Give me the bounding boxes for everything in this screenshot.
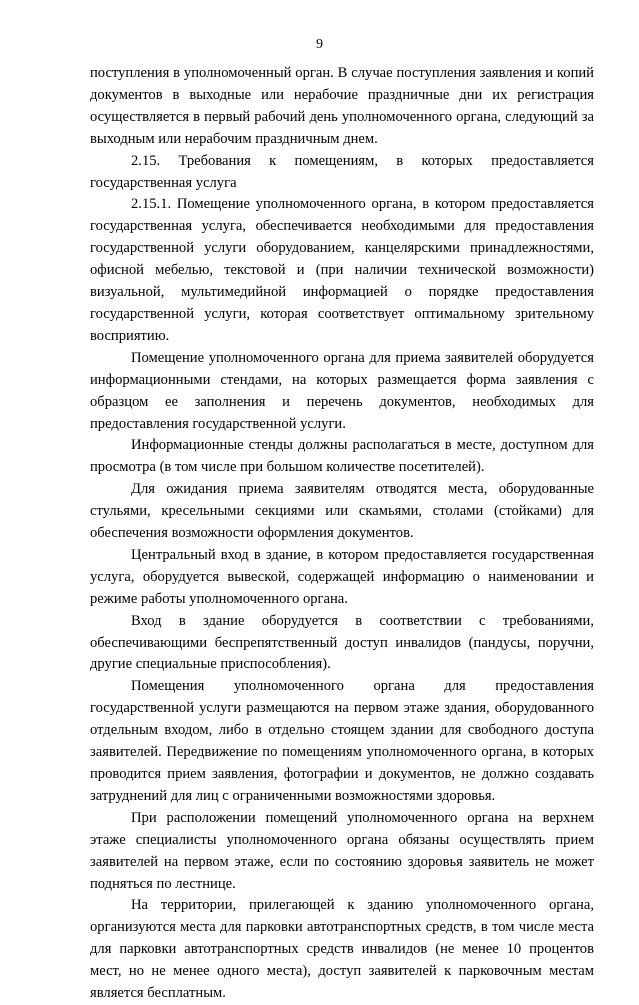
- paragraph: Для ожидания приема заявителям отводятся места, оборудованные стульями, кресельными секциями или скамьями, столами (стойками) для обеспечения возможности оформления документов.: [90, 481, 594, 542]
- paragraph: Помещение уполномоченного органа для приема заявителей оборудуется информационными стендами, на которых размещается форма заявления с образцом ее заполнения и перечень документов, необходимых для предоставления государственной услуги.: [90, 349, 594, 432]
- paragraph: Вход в здание оборудуется в соответствии с требованиями, обеспечивающими беспрепятственный доступ инвалидов (пандусы, поручни, другие специальные приспособления).: [90, 612, 594, 673]
- document-body: [90, 63, 594, 1005]
- page-number: 9: [316, 37, 323, 52]
- paragraph: Центральный вход в здание, в котором предоставляется государственная услуга, оборудуется вывеской, содержащей информацию о наименовании и режиме работы уполномоченного органа.: [90, 546, 594, 607]
- section-heading-2-15: 2.15. Требования к помещениям, в которых предоставляется государственная услуга: [90, 152, 594, 191]
- paragraph: Помещения уполномоченного органа для предоставления государственной услуги размещаются на первом этаже здания, оборудованного отдельным входом, либо в отдельно стоящем здании для свободного доступа заявителей. Передвижение по помещениям уполномоченного органа, в которых проводится прием заявления, фотографии и документов, не должно создавать затруднений для лиц с ограниченными возможностями здоровья.: [90, 678, 594, 804]
- paragraph: 2.15.1. Помещение уполномоченного органа, в котором предоставляется государственная услуга, обеспечивается необходимыми для предоставления государственной услуги оборудованием, канцелярскими принадлежностями, офисной мебелью, текстовой и (при наличии технической возможности) визуальной, мультимедийной информацией о порядке предоставления государственной услуги, которая соответствует оптимальному зрительному восприятию.: [90, 196, 594, 344]
- paragraph: На территории, прилегающей к зданию уполномоченного органа, организуются места для парковки автотранспортных средств, в том числе места для парковки автотранспортных средств инвалидов (не менее 10 процентов мест, но не менее одного места), доступ заявителей к парковочным местам является бесплатным.: [90, 897, 594, 1002]
- paragraph: При расположении помещений уполномоченного органа на верхнем этаже специалисты уполномоченного органа обязаны осуществлять прием заявителей на первом этаже, если по состоянию здоровья заявитель не может подняться по лестнице.: [90, 809, 594, 892]
- paragraph: поступления в уполномоченный орган. В случае поступления заявления и копий документов в выходные или нерабочие праздничные дни их регистрация осуществляется в первый рабочий день уполномоченного органа, следующий за выходным или нерабочим праздничным днем.: [90, 65, 594, 147]
- paragraph: Информационные стенды должны располагаться в месте, доступном для просмотра (в том числе при большом количестве посетителей).: [90, 437, 594, 476]
